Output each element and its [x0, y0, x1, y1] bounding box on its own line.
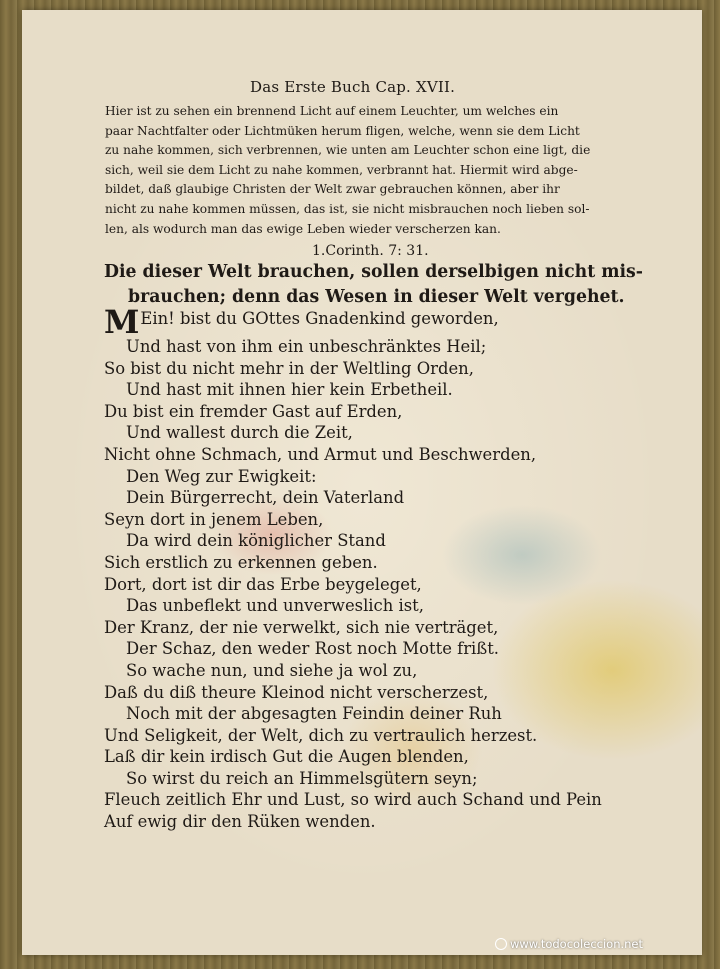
bible-reference: 1.Corinth. 7: 31.: [312, 243, 429, 259]
watermark-text: www.todocoleccion.net: [510, 937, 644, 951]
intro-line: Hier ist zu sehen ein brennend Licht auf einem Leuchter, um welches ein: [105, 104, 559, 118]
poem-line: Und wallest durch die Zeit,: [126, 423, 353, 443]
drop-cap-initial: M: [104, 303, 140, 341]
poem-line: Noch mit der abgesagten Feindin deiner Ruh: [126, 704, 502, 724]
intro-paragraph: [105, 102, 590, 239]
intro-line: sich, weil sie dem Licht zu nahe kommen, verbrannt hat. Hiermit wird abge-: [105, 162, 578, 177]
poem-line: Laß dir kein irdisch Gut die Augen blenden,: [104, 747, 469, 767]
poem-line: So wirst du reich an Himmelsgütern seyn;: [126, 768, 478, 788]
chapter-header: Das Erste Buch Cap. XVII.: [250, 78, 456, 96]
intro-line: zu nahe kommen, sich verbrennen, wie unten am Leuchter schon eine ligt, die: [105, 143, 591, 158]
poem-line: Das unbeflekt und unverweslich ist,: [126, 596, 424, 616]
poem-line: Und hast mit ihnen hier kein Erbetheil.: [126, 380, 453, 400]
poem-line: Der Schaz, den weder Rost noch Motte frißt.: [126, 639, 500, 659]
motto-line: Die dieser Welt brauchen, sollen derselbigen nicht mis-: [104, 262, 643, 282]
poem-line: Und hast von ihm ein unbeschränktes Heil;: [126, 337, 487, 356]
poem-line: Daß du diß theure Kleinod nicht verscherzest,: [104, 682, 489, 702]
watermark: [495, 937, 643, 951]
poem-line: So bist du nicht mehr in der Weltling Orden,: [104, 358, 474, 378]
poem: [104, 303, 602, 833]
intro-line: bildet, daß glaubige Christen der Welt zwar gebrauchen können, aber ihr: [105, 182, 560, 197]
intro-line: nicht zu nahe kommen müssen, das ist, sie nicht misbrauchen noch lieben sol-: [105, 201, 590, 216]
intro-line: len, als wodurch man das ewige Leben wieder verscherzen kan.: [105, 221, 501, 236]
poem-line: Auf ewig dir den Rüken wenden.: [104, 812, 376, 832]
poem-line: Nicht ohne Schmach, und Armut und Beschwerden,: [104, 444, 537, 464]
poem-first-line: [104, 303, 602, 341]
poem-first-line-text: Ein! bist du GOttes Gnadenkind geworden,: [140, 309, 499, 328]
motto-line: brauchen; denn das Wesen in dieser Welt vergehet.: [128, 287, 625, 307]
intro-line: paar Nachtfalter oder Lichtmüken herum fligen, welche, wenn sie dem Licht: [105, 123, 580, 138]
watermark-logo-icon: [495, 938, 507, 950]
poem-line: Fleuch zeitlich Ehr und Lust, so wird auch Schand und Pein: [104, 790, 602, 810]
poem-line: Du bist ein fremder Gast auf Erden,: [104, 401, 403, 421]
poem-line: Und Seligkeit, der Welt, dich zu vertraulich herzest.: [104, 725, 538, 745]
poem-line: Da wird dein königlicher Stand: [126, 531, 386, 551]
motto-verse: [104, 260, 643, 310]
poem-line: Den Weg zur Ewigkeit:: [126, 466, 317, 486]
poem-line: Sich erstlich zu erkennen geben.: [104, 552, 378, 572]
poem-line: Dein Bürgerrecht, dein Vaterland: [126, 488, 405, 508]
poem-line: Seyn dort in jenem Leben,: [104, 509, 324, 529]
poem-line: Dort, dort ist dir das Erbe beygeleget,: [104, 574, 422, 594]
poem-line: Der Kranz, der nie verwelkt, sich nie verträget,: [104, 617, 499, 637]
poem-line: So wache nun, und siehe ja wol zu,: [126, 660, 418, 680]
